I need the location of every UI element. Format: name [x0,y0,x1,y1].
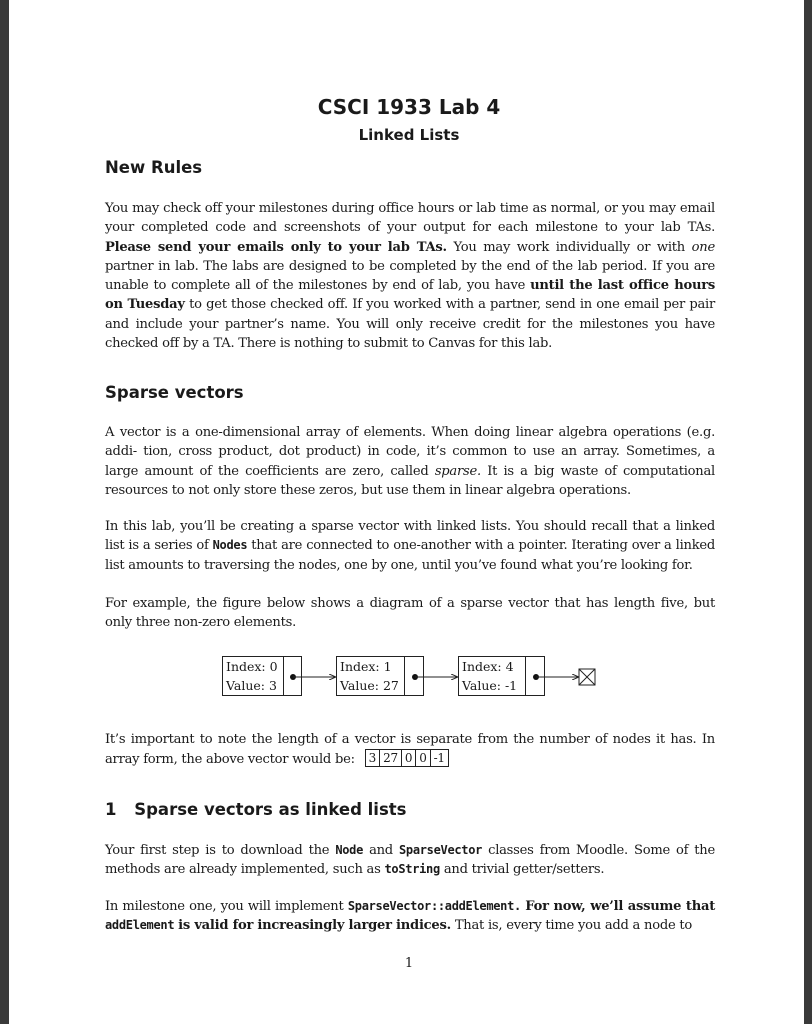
section-number: 1 [105,800,117,819]
sparse-vectors-heading: Sparse vectors [105,383,244,402]
text-run: that are connected to one-another with a pointer. Iterating over a linked list amounts to traversing the nodes, one by one, until you’ve found what you’re looking for. [105,538,716,573]
code-text: toString [384,862,440,877]
text-run: You may check off your milestones during office hours or lab time as normal, or you may email your completed code and screenshots of your output for each milestone to your lab TAs. [105,201,715,236]
node-index: Index: 1 [340,659,392,674]
text-run: In milestone one, you will implement [105,899,344,914]
node-value: Value: 3 [226,678,277,693]
text-run: and trivial getter/setters. [443,862,605,878]
node-index: Index: 4 [462,659,514,674]
new-rules-heading: New Rules [105,158,203,177]
right-window-border [804,0,812,1024]
document-page [9,0,804,1024]
sparse-paragraph-4 [105,730,715,770]
text-run: It’s important to note the length of a vector is separate from the number of nodes it has. In array form, the above vector would be: [105,732,715,768]
pointer-arrow [290,674,335,680]
text-run: It is a big waste of computational resources to not only store these zeros, but use them in linear algebra operations. [105,463,715,498]
section-1-paragraph-2 [105,897,715,936]
node-value: Value: -1 [462,678,518,693]
array-cell: 0 [402,750,416,766]
text-run: Your first step is to download the [105,843,330,858]
text-run: In this lab, you’ll be creating a sparse vector with linked lists. You should recall that a linked list is a series of [105,519,715,554]
sparse-paragraph-3: For example, the figure below shows a diagram of a sparse vector that has length five, but only three non-zero elements. [105,596,715,631]
null-terminator-icon [579,669,595,685]
text-run: to get those checked off. If you worked with a partner, send in one email per pair and include your partner’s name. You will only receive credit for the milestones you have checked off by a TA. There is nothing to submit to Canvas for this lab. [105,297,715,352]
page-number: 1 [404,956,414,971]
array-cell: 0 [416,750,430,766]
array-cell: -1 [433,751,445,766]
text-run: and [369,843,393,858]
text-run: A vector is a one-dimensional array of elements. When doing linear algebra operations (e.g. addi- tion, cross product, dot product) in code, it’s common to use an array. Sometimes, a large amount of the coefficients are zero, called [105,425,715,479]
italic-text: one [691,239,715,255]
italic-text: sparse. [434,463,481,479]
array-form [365,749,449,767]
array-cell: 3 [366,750,380,766]
section-1-heading [105,800,406,819]
code-text: Node [335,843,364,857]
code-text: SparseVector::addElement. [347,899,521,913]
node-index: Index: 0 [226,659,278,674]
text-run: partner in lab. The labs are designed to be completed by the end of the lab period. If you are unable to complete all of the milestones by end of lab, you have [105,258,715,294]
emphasis-text: For now, we’ll assume that [525,899,716,914]
text-run: That is, every time you add a node to [454,918,693,934]
text-run: classes from Moodle. Some of the methods are already implemented, such as [105,843,715,878]
array-cell: 27 [380,750,402,766]
code-text: addElement [105,918,175,933]
emphasis-text: Please send your emails only to your lab TAs. [105,239,447,255]
pointer-arrow [533,674,578,680]
node-value: Value: 27 [340,678,399,693]
code-text: SparseVector [398,843,483,857]
page-subtitle: Linked Lists [358,126,460,144]
linked-list-pointers [9,0,804,760]
pointer-arrow [412,674,457,680]
left-window-border [0,0,9,1024]
section-title: Sparse vectors as linked lists [134,800,407,819]
text-run: You may work individually or with [453,239,685,255]
emphasis-text: is valid for increasingly larger indices. [178,918,451,934]
code-text: Nodes [212,538,248,553]
emphasis-text: until the last office hours on Tuesday [105,278,715,313]
page-title: CSCI 1933 Lab 4 [317,95,501,119]
section-1-paragraph-1 [105,841,715,880]
